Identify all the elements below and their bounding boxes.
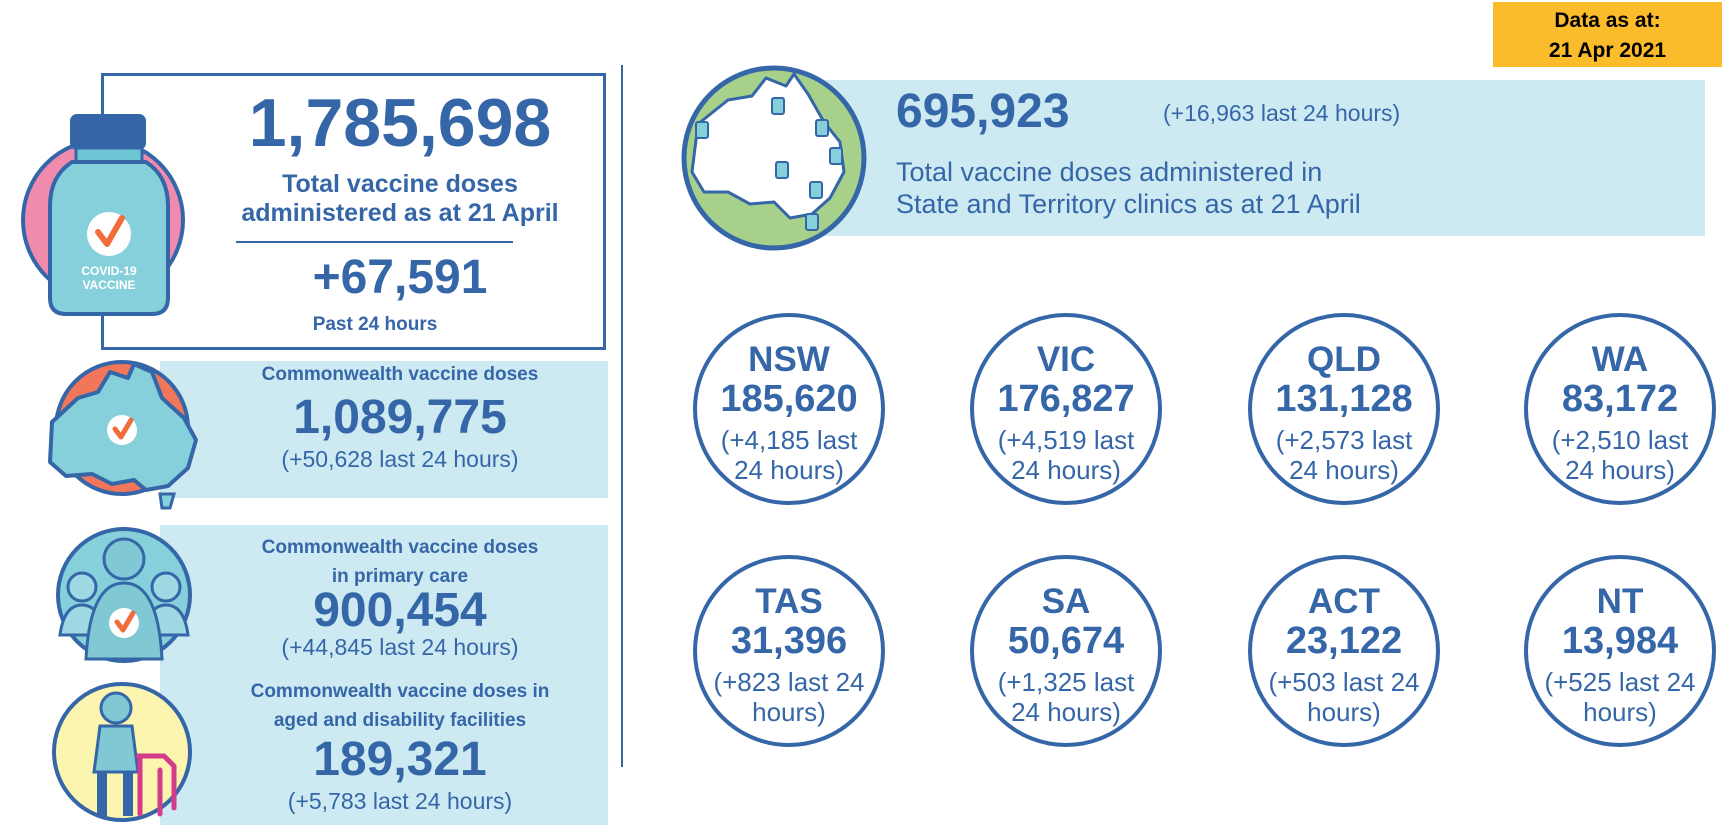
data-as-at-label: Data as at:: [1554, 9, 1661, 32]
aged-care-value: 189,321: [313, 733, 487, 786]
divider: [236, 241, 513, 243]
state-value: 13,984: [1561, 620, 1679, 662]
state-circle-qld: [1248, 313, 1440, 505]
state-circle-nt: [1524, 555, 1716, 747]
primary-care-title: [220, 533, 580, 591]
primary-care-title-line2: in primary care: [331, 566, 469, 587]
state-code: NT: [1596, 582, 1644, 621]
vaccine-label-line2: VACCINE: [82, 278, 136, 292]
state-change: (+823 last 24 hours): [713, 667, 865, 727]
primary-care-change: (+44,845 last 24 hours): [281, 634, 519, 660]
state-circle-wa: [1524, 313, 1716, 505]
state-circle-sa: [970, 555, 1162, 747]
state-change: (+2,510 last 24 hours): [1551, 425, 1689, 485]
total-change-label: Past 24 hours: [312, 314, 438, 335]
state-change: (+4,185 last 24 hours): [720, 425, 858, 485]
state-value: 185,620: [720, 378, 858, 420]
state-total-value: 695,923: [896, 85, 1070, 138]
state-total-label-line2: State and Territory clinics as at 21 April: [896, 189, 1361, 219]
total-change-value: +67,591: [312, 251, 488, 304]
state-change: (+1,325 last 24 hours): [997, 667, 1135, 727]
aged-care-title-line2: aged and disability facilities: [273, 710, 527, 731]
primary-care-title-line1: Commonwealth vaccine doses: [261, 537, 539, 558]
data-as-at-date: 21 Apr 2021: [1548, 39, 1667, 62]
state-circle-vic: [970, 313, 1162, 505]
primary-care-value: 900,454: [313, 584, 487, 637]
total-doses-value: 1,785,698: [248, 85, 552, 161]
state-value: 23,122: [1285, 620, 1403, 662]
australia-check-icon: [44, 360, 204, 515]
total-doses-label-line2: administered as at 21 April: [241, 199, 559, 227]
state-change: (+503 last 24 hours): [1268, 667, 1420, 727]
state-change: (+4,519 last 24 hours): [997, 425, 1135, 485]
state-code: SA: [1041, 582, 1091, 621]
state-value: 176,827: [997, 378, 1135, 420]
aged-care-person-icon: [48, 680, 198, 826]
state-value: 83,172: [1561, 378, 1679, 420]
vaccine-bottle-icon: [10, 112, 195, 322]
vertical-divider: [621, 65, 623, 767]
state-total-label: [896, 156, 1361, 220]
commonwealth-title: Commonwealth vaccine doses: [261, 364, 539, 385]
state-circle-nsw: [693, 313, 885, 505]
state-value: 131,128: [1275, 378, 1413, 420]
state-code: NSW: [748, 340, 830, 379]
state-code: ACT: [1308, 582, 1380, 621]
state-change: (+2,573 last 24 hours): [1275, 425, 1413, 485]
state-code: VIC: [1036, 340, 1096, 379]
state-code: TAS: [755, 582, 823, 621]
australia-map-icon: [676, 64, 874, 252]
state-total-label-line1: Total vaccine doses administered in: [896, 157, 1323, 187]
aged-care-title: [220, 677, 580, 735]
state-total-change: (+16,963 last 24 hours): [1163, 100, 1401, 126]
state-circle-act: [1248, 555, 1440, 747]
aged-care-title-line1: Commonwealth vaccine doses in: [250, 681, 550, 702]
state-change: (+525 last 24 hours): [1544, 667, 1696, 727]
aged-care-change: (+5,783 last 24 hours): [287, 788, 513, 814]
data-as-at-badge: [1493, 2, 1722, 67]
total-doses-label: [220, 170, 580, 228]
state-code: WA: [1591, 340, 1649, 379]
commonwealth-change: (+50,628 last 24 hours): [281, 446, 519, 472]
total-doses-label-line1: Total vaccine doses: [282, 170, 518, 198]
vaccine-label-line1: COVID-19: [81, 264, 137, 278]
state-circle-tas: [693, 555, 885, 747]
state-value: 50,674: [1007, 620, 1125, 662]
commonwealth-value: 1,089,775: [293, 391, 507, 444]
state-value: 31,396: [730, 620, 848, 662]
state-code: QLD: [1307, 340, 1381, 379]
primary-care-people-icon: [52, 525, 198, 665]
